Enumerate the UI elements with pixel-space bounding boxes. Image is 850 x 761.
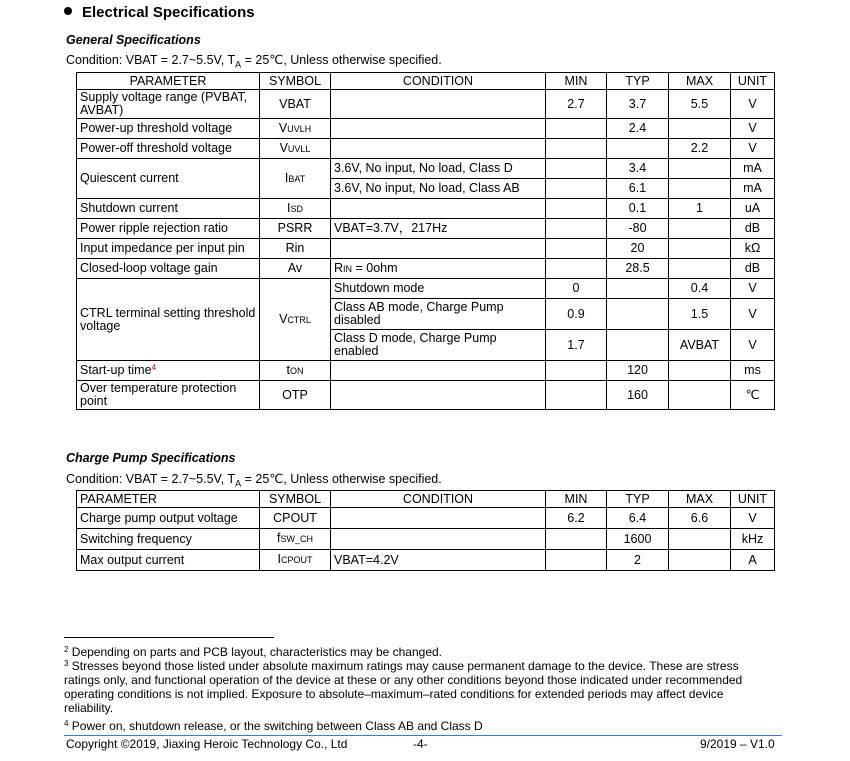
table-row <box>77 361 775 381</box>
unit-cell: ms <box>731 361 775 381</box>
header-max: MAX <box>669 491 731 508</box>
parameter-cell: Max output current <box>77 550 260 571</box>
min-cell <box>546 119 607 139</box>
header-parameter: PARAMETER <box>77 73 260 90</box>
typ-cell: 3.7 <box>607 90 669 119</box>
section-title: Electrical Specifications <box>82 4 255 21</box>
min-cell <box>546 239 607 259</box>
unit-cell: V <box>731 508 775 529</box>
footnote-separator <box>64 637 274 638</box>
symbol-cell: VUVLL <box>260 139 331 159</box>
min-cell <box>546 529 607 550</box>
typ-cell <box>607 299 669 330</box>
condition-cell: 3.6V, No input, No load, Class D <box>331 159 546 179</box>
condition-cell <box>331 199 546 219</box>
header-condition: CONDITION <box>331 73 546 90</box>
min-cell <box>546 361 607 381</box>
footer-version: 9/2019 – V1.0 <box>700 737 775 751</box>
symbol-cell: Rin <box>260 239 331 259</box>
typ-cell: 2.4 <box>607 119 669 139</box>
unit-cell: mA <box>731 159 775 179</box>
typ-cell: 160 <box>607 381 669 410</box>
max-cell <box>669 239 731 259</box>
general-condition: Condition: VBAT = 2.7~5.5V, $T_A$ = 25℃, Unless otherwise specified. <box>66 53 442 70</box>
symbol-cell: PSRR <box>260 219 331 239</box>
general-spec-title: General Specifications <box>66 33 201 47</box>
max-cell <box>669 550 731 571</box>
max-cell: 1.5 <box>669 299 731 330</box>
unit-cell: V <box>731 330 775 361</box>
typ-cell: 1600 <box>607 529 669 550</box>
condition-cell <box>331 361 546 381</box>
footer-page-number: -4- <box>413 737 428 751</box>
header-min: MIN <box>546 491 607 508</box>
condition-cell: RIN = 0ohm <box>331 259 546 279</box>
max-cell <box>669 219 731 239</box>
table-row <box>77 159 775 179</box>
unit-cell: dB <box>731 259 775 279</box>
typ-cell: -80 <box>607 219 669 239</box>
condition-cell <box>331 508 546 529</box>
symbol-cell: VUVLH <box>260 119 331 139</box>
unit-cell: V <box>731 299 775 330</box>
typ-cell: 3.4 <box>607 159 669 179</box>
charge-pump-spec-table <box>76 490 775 571</box>
min-cell <box>546 259 607 279</box>
parameter-cell: Power-up threshold voltage <box>77 119 260 139</box>
header-unit: UNIT <box>731 491 775 508</box>
typ-cell: 20 <box>607 239 669 259</box>
min-cell <box>546 159 607 179</box>
parameter-cell: Quiescent current <box>77 159 260 199</box>
max-cell: AVBAT <box>669 330 731 361</box>
min-cell: 0.9 <box>546 299 607 330</box>
unit-cell: ℃ <box>731 381 775 410</box>
symbol-cell: CPOUT <box>260 508 331 529</box>
condition-cell: Shutdown mode <box>331 279 546 299</box>
charge-pump-condition: Condition: VBAT = 2.7~5.5V, $T_A$ = 25℃, Unless otherwise specified. <box>66 472 442 489</box>
symbol-cell: OTP <box>260 381 331 410</box>
min-cell: 1.7 <box>546 330 607 361</box>
max-cell <box>669 529 731 550</box>
max-cell <box>669 179 731 199</box>
max-cell: 2.2 <box>669 139 731 159</box>
footer-rule <box>64 735 782 736</box>
condition-cell <box>331 90 546 119</box>
section-heading <box>64 4 255 21</box>
symbol-cell: VBAT <box>260 90 331 119</box>
condition-cell <box>331 119 546 139</box>
symbol-cell: tON <box>260 361 331 381</box>
condition-cell <box>331 139 546 159</box>
max-cell: 5.5 <box>669 90 731 119</box>
parameter-cell: Supply voltage range (PVBAT, AVBAT) <box>77 90 260 119</box>
footer-copyright: Copyright ©2019, Jiaxing Heroic Technology Co., Ltd <box>66 737 348 751</box>
footnote-ref: 4 <box>151 363 157 372</box>
parameter-cell: Switching frequency <box>77 529 260 550</box>
unit-cell: V <box>731 139 775 159</box>
footnote-4: $^4$ Power on, shutdown release, or the switching between Class AB and Class D <box>64 719 483 733</box>
condition-cell <box>331 381 546 410</box>
condition-cell: Class D mode, Charge Pump enabled <box>331 330 546 361</box>
min-cell <box>546 199 607 219</box>
symbol-cell: VCTRL <box>260 279 331 361</box>
header-typ: TYP <box>607 491 669 508</box>
condition-cell <box>331 239 546 259</box>
general-spec-table <box>76 72 775 410</box>
table-header-row <box>77 73 775 90</box>
max-cell <box>669 381 731 410</box>
max-cell <box>669 361 731 381</box>
parameter-cell: Over temperature protection point <box>77 381 260 410</box>
header-condition: CONDITION <box>331 491 546 508</box>
typ-cell <box>607 330 669 361</box>
table-row <box>77 199 775 219</box>
symbol-cell: IBAT <box>260 159 331 199</box>
min-cell: 6.2 <box>546 508 607 529</box>
unit-cell: V <box>731 119 775 139</box>
table-row <box>77 508 775 529</box>
symbol-cell: ICPOUT <box>260 550 331 571</box>
symbol-cell: Av <box>260 259 331 279</box>
max-cell <box>669 119 731 139</box>
condition-cell <box>331 529 546 550</box>
unit-cell: V <box>731 90 775 119</box>
parameter-cell: Charge pump output voltage <box>77 508 260 529</box>
typ-cell: 6.4 <box>607 508 669 529</box>
condition-cell: 3.6V, No input, No load, Class AB <box>331 179 546 199</box>
header-parameter: PARAMETER <box>77 491 260 508</box>
table-row <box>77 529 775 550</box>
header-min: MIN <box>546 73 607 90</box>
min-cell <box>546 139 607 159</box>
parameter-cell: Input impedance per input pin <box>77 239 260 259</box>
parameter-cell: CTRL terminal setting threshold voltage <box>77 279 260 361</box>
typ-cell <box>607 279 669 299</box>
min-cell <box>546 381 607 410</box>
condition-cell: VBAT=3.7V，217Hz <box>331 219 546 239</box>
condition-cell: Class AB mode, Charge Pump disabled <box>331 299 546 330</box>
table-row <box>77 90 775 119</box>
parameter-cell: Power-off threshold voltage <box>77 139 260 159</box>
typ-cell: 0.1 <box>607 199 669 219</box>
typ-cell: 6.1 <box>607 179 669 199</box>
typ-cell: 2 <box>607 550 669 571</box>
condition-cell: VBAT=4.2V <box>331 550 546 571</box>
table-row <box>77 119 775 139</box>
table-row <box>77 239 775 259</box>
unit-cell: kHz <box>731 529 775 550</box>
unit-cell: uA <box>731 199 775 219</box>
min-cell: 0 <box>546 279 607 299</box>
symbol-cell: ISD <box>260 199 331 219</box>
table-header-row <box>77 491 775 508</box>
charge-pump-spec-title: Charge Pump Specifications <box>66 451 236 465</box>
table-row <box>77 259 775 279</box>
typ-cell <box>607 139 669 159</box>
max-cell: 6.6 <box>669 508 731 529</box>
min-cell: 2.7 <box>546 90 607 119</box>
header-unit: UNIT <box>731 73 775 90</box>
table-row <box>77 279 775 299</box>
table-row <box>77 139 775 159</box>
footnote-2: $^2$ Depending on parts and PCB layout, characteristics may be changed. <box>64 645 443 659</box>
table-row <box>77 219 775 239</box>
header-symbol: SYMBOL <box>260 491 331 508</box>
typ-cell: 28.5 <box>607 259 669 279</box>
header-max: MAX <box>669 73 731 90</box>
max-cell <box>669 159 731 179</box>
bullet-icon <box>64 7 72 15</box>
unit-cell: mA <box>731 179 775 199</box>
min-cell <box>546 179 607 199</box>
unit-cell: V <box>731 279 775 299</box>
unit-cell: A <box>731 550 775 571</box>
parameter-cell: Shutdown current <box>77 199 260 219</box>
table-row <box>77 550 775 571</box>
typ-cell: 120 <box>607 361 669 381</box>
parameter-cell: Start-up time$^4$ <box>77 361 260 381</box>
max-cell <box>669 259 731 279</box>
unit-cell: dB <box>731 219 775 239</box>
header-typ: TYP <box>607 73 669 90</box>
symbol-cell: fSW_CH <box>260 529 331 550</box>
parameter-cell: Closed-loop voltage gain <box>77 259 260 279</box>
min-cell <box>546 219 607 239</box>
footnote-3: $^3$ Stresses beyond those listed under absolute maximum ratings may cause permanent damage to the device. These are stress ratings only, and functional operation of the device at these or any other conditions beyond those indicated under recommended operating conditions is not implied. Exposure to absolute–maximum–rated conditions for extended periods may affect device reliability. <box>64 659 743 715</box>
table-row <box>77 381 775 410</box>
min-cell <box>546 550 607 571</box>
unit-cell: kΩ <box>731 239 775 259</box>
max-cell: 1 <box>669 199 731 219</box>
parameter-cell: Power ripple rejection ratio <box>77 219 260 239</box>
max-cell: 0.4 <box>669 279 731 299</box>
header-symbol: SYMBOL <box>260 73 331 90</box>
